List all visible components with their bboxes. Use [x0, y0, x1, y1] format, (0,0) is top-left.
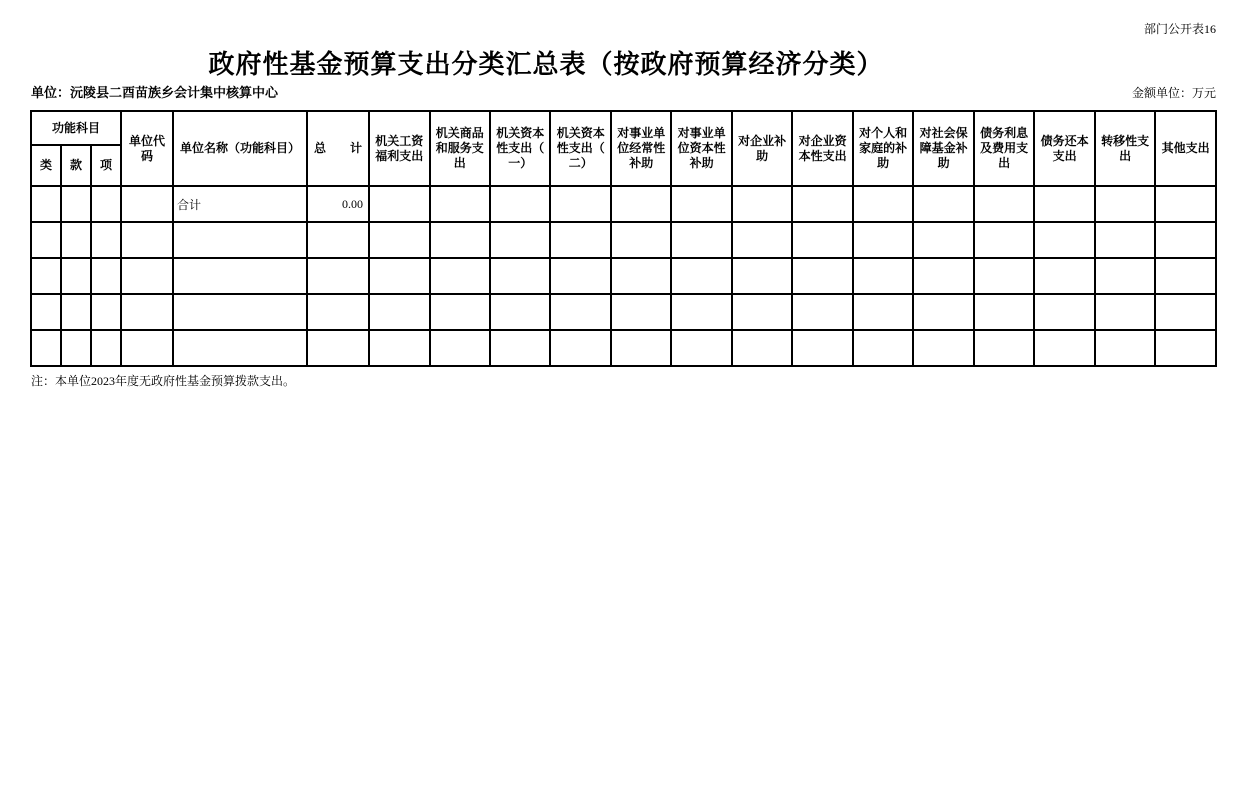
table-cell — [732, 186, 792, 222]
table-cell — [307, 258, 369, 294]
table-cell — [792, 258, 852, 294]
table-cell — [974, 222, 1034, 258]
table-cell — [430, 186, 490, 222]
table-cell — [1034, 294, 1094, 330]
header-expense-col-2: 机关资本性支出（一） — [490, 111, 550, 186]
table-cell — [853, 330, 913, 366]
table-cell — [307, 330, 369, 366]
table-cell — [490, 222, 550, 258]
table-cell — [61, 186, 91, 222]
table-cell — [121, 222, 173, 258]
table-cell — [853, 258, 913, 294]
header-func-class: 类 — [31, 145, 61, 186]
table-cell — [1034, 330, 1094, 366]
table-cell — [490, 294, 550, 330]
table-cell — [974, 294, 1034, 330]
table-cell — [732, 222, 792, 258]
table-cell — [1095, 330, 1155, 366]
table-cell — [671, 222, 731, 258]
table-cell: 合计 — [173, 186, 307, 222]
header-expense-col-13: 其他支出 — [1155, 111, 1216, 186]
table-cell — [430, 222, 490, 258]
table-cell — [121, 186, 173, 222]
table-cell — [121, 330, 173, 366]
header-expense-col-1: 机关商品和服务支出 — [430, 111, 490, 186]
table-cell — [369, 258, 429, 294]
table-cell — [31, 258, 61, 294]
table-cell — [792, 186, 852, 222]
table-cell — [61, 294, 91, 330]
table-cell — [550, 330, 610, 366]
table-cell — [611, 258, 671, 294]
table-cell — [61, 330, 91, 366]
corner-table-number: 部门公开表16 — [1143, 22, 1216, 36]
table-cell — [1095, 258, 1155, 294]
table-cell — [490, 186, 550, 222]
table-cell — [490, 330, 550, 366]
table-cell — [550, 186, 610, 222]
table-cell — [1095, 222, 1155, 258]
table-cell — [91, 258, 121, 294]
budget-table — [30, 110, 1217, 367]
header-unit-name: 单位名称（功能科目） — [173, 111, 307, 186]
table-cell — [671, 186, 731, 222]
table-cell — [1155, 258, 1216, 294]
table-cell — [31, 186, 61, 222]
table-cell — [369, 186, 429, 222]
table-cell — [1155, 330, 1216, 366]
table-cell — [792, 330, 852, 366]
title-wrap — [0, 44, 1092, 81]
table-cell — [1095, 294, 1155, 330]
table-cell — [611, 186, 671, 222]
unit-label: 单位：沅陵县二酉苗族乡会计集中核算中心 — [31, 85, 279, 100]
header-unit-code: 单位代码 — [121, 111, 173, 186]
table-cell — [1155, 294, 1216, 330]
header-expense-col-8: 对个人和家庭的补助 — [853, 111, 913, 186]
table-cell — [121, 258, 173, 294]
table-cell — [91, 294, 121, 330]
subtitle-row — [31, 82, 1216, 101]
table-cell — [369, 222, 429, 258]
table-row — [31, 330, 1216, 366]
table-cell — [913, 258, 973, 294]
header-expense-col-12: 转移性支出 — [1095, 111, 1155, 186]
table-row — [31, 186, 1216, 222]
table-cell — [792, 222, 852, 258]
table-cell — [31, 222, 61, 258]
table-cell — [1034, 186, 1094, 222]
table-cell — [430, 330, 490, 366]
table-cell — [91, 222, 121, 258]
table-cell — [91, 186, 121, 222]
table-cell — [1155, 222, 1216, 258]
header-total: 总 计 — [307, 111, 369, 186]
table-cell — [369, 330, 429, 366]
table-cell — [430, 258, 490, 294]
table-cell — [1034, 222, 1094, 258]
note: 注：本单位2023年度无政府性基金预算拨款支出。 — [31, 374, 296, 388]
table-cell — [913, 294, 973, 330]
table-body — [31, 186, 1216, 366]
table-cell — [173, 330, 307, 366]
table-row — [31, 222, 1216, 258]
table-cell — [671, 294, 731, 330]
table-cell — [732, 330, 792, 366]
table-cell — [550, 258, 610, 294]
table-row — [31, 294, 1216, 330]
header-expense-col-11: 债务还本支出 — [1034, 111, 1094, 186]
header-expense-col-0: 机关工资福利支出 — [369, 111, 429, 186]
header-expense-col-4: 对事业单位经常性补助 — [611, 111, 671, 186]
table-cell — [853, 294, 913, 330]
table-cell — [173, 294, 307, 330]
table-cell — [369, 294, 429, 330]
table-cell — [173, 258, 307, 294]
table-row — [31, 258, 1216, 294]
table-cell — [671, 330, 731, 366]
header-expense-col-3: 机关资本性支出（二） — [550, 111, 610, 186]
table-cell — [307, 222, 369, 258]
table-cell: 0.00 — [307, 186, 369, 222]
header-expense-col-6: 对企业补助 — [732, 111, 792, 186]
table-cell — [1034, 258, 1094, 294]
header-func-group: 功能科目 — [31, 111, 121, 145]
header-expense-col-10: 债务利息及费用支出 — [974, 111, 1034, 186]
table-cell — [732, 258, 792, 294]
table-cell — [1095, 186, 1155, 222]
header-func-section: 款 — [61, 145, 91, 186]
table-cell — [974, 186, 1034, 222]
table-cell — [1155, 186, 1216, 222]
table-cell — [61, 222, 91, 258]
table-cell — [913, 330, 973, 366]
table-cell — [913, 222, 973, 258]
table-cell — [31, 294, 61, 330]
table-cell — [490, 258, 550, 294]
table-cell — [31, 330, 61, 366]
table-cell — [853, 186, 913, 222]
table-cell — [61, 258, 91, 294]
amount-unit-label: 金额单位：万元 — [1131, 86, 1216, 100]
page-title: 政府性基金预算支出分类汇总表（按政府预算经济分类） — [208, 49, 884, 79]
table-cell — [974, 258, 1034, 294]
table-cell — [611, 330, 671, 366]
table-cell — [430, 294, 490, 330]
header-expense-col-5: 对事业单位资本性补助 — [671, 111, 731, 186]
table-cell — [611, 294, 671, 330]
table-cell — [550, 222, 610, 258]
header-expense-col-7: 对企业资本性支出 — [792, 111, 852, 186]
header-func-item: 项 — [91, 145, 121, 186]
table-cell — [853, 222, 913, 258]
table-cell — [173, 222, 307, 258]
table-cell — [121, 294, 173, 330]
table-cell — [91, 330, 121, 366]
header-expense-col-9: 对社会保障基金补助 — [913, 111, 973, 186]
table-cell — [611, 222, 671, 258]
table-cell — [792, 294, 852, 330]
table-cell — [307, 294, 369, 330]
table-cell — [974, 330, 1034, 366]
table-cell — [671, 258, 731, 294]
table-cell — [550, 294, 610, 330]
table-cell — [913, 186, 973, 222]
table-cell — [732, 294, 792, 330]
